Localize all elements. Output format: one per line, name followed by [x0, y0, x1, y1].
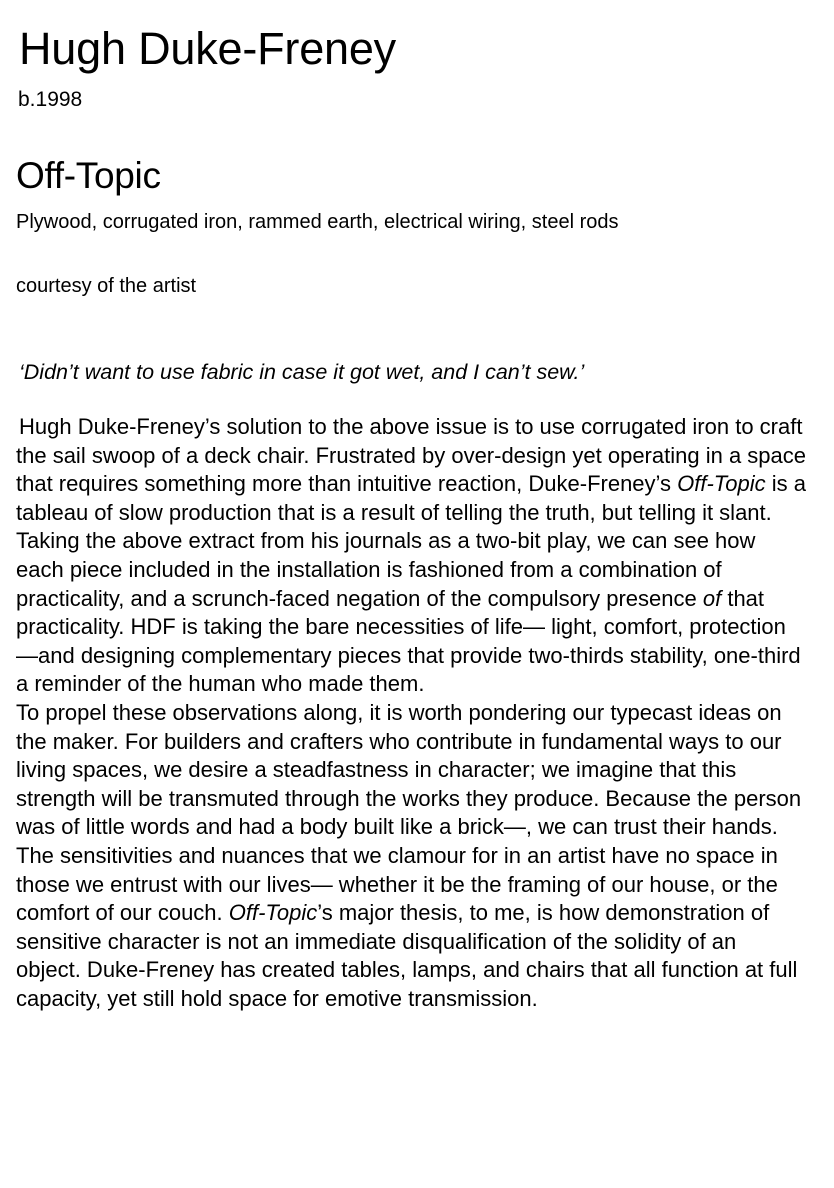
essay-p1-text-a: Hugh Duke-Freney’s solution to the above issue is to use corrugated iron to craft the sail swoop of a deck chair. Frustrated by over-design yet operating in a space that requires something more than intuitive reaction, Duke-Freney’s	[16, 414, 806, 497]
artist-quote: ‘Didn’t want to use fabric in case it got wet, and I can’t sew.’	[19, 360, 585, 384]
essay-p1-emphasis: Off-Topic	[677, 471, 766, 497]
work-credit: courtesy of the artist	[16, 275, 197, 297]
artist-name: Hugh Duke-Freney	[19, 23, 396, 74]
essay-paragraph-1	[16, 413, 806, 527]
essay-p3-text-a: To propel these observations along, it is worth pondering our typecast ideas on the maker. For builders and crafters who contribute in fundamental ways to our living spaces, we desire a steadfastness in character; we imagine that this strength will be transmuted through the works they produce. Because the person was of little words and had a body built like a brick—, we can trust their hands. The sensitivities and nuances that we clamour for in an artist have no space in those we entrust with our lives— whether it be the framing of our house, or the comfort of our couch.	[16, 699, 802, 926]
essay-p2-text-a: Taking the above extract from his journals as a two-bit play, we can see how each piece included in the installation is fashioned from a combination of practicality, and a scrunch-faced negation of the compulsory presence	[16, 528, 756, 611]
essay-paragraph-2	[16, 527, 806, 699]
essay-p2-text-b: that practicality. HDF is taking the bare necessities of life— light, comfort, protection—and designing complementary pieces that provide two-thirds stability, one-third a reminder of the human who made them.	[16, 585, 801, 697]
essay-p3-text-b: ’s major thesis, to me, is how demonstration of sensitive character is not an immediate disqualification of the solidity of an object. Duke-Freney has created tables, lamps, and chairs that all function at full capacity, yet still hold space for emotive transmission.	[16, 900, 798, 1011]
work-materials: Plywood, corrugated iron, rammed earth, electrical wiring, steel rods	[16, 211, 619, 233]
essay-p1-text-b: is a tableau of slow production that is a result of telling the truth, but telling it slant.	[16, 471, 806, 525]
essay-p3-emphasis: Off-Topic	[228, 900, 318, 926]
essay-text	[16, 413, 806, 1013]
essay-paragraph-3	[16, 699, 806, 1014]
artist-birth-year: b.1998	[18, 88, 83, 111]
essay-p2-emphasis: of	[702, 585, 722, 611]
work-title: Off-Topic	[16, 155, 161, 196]
